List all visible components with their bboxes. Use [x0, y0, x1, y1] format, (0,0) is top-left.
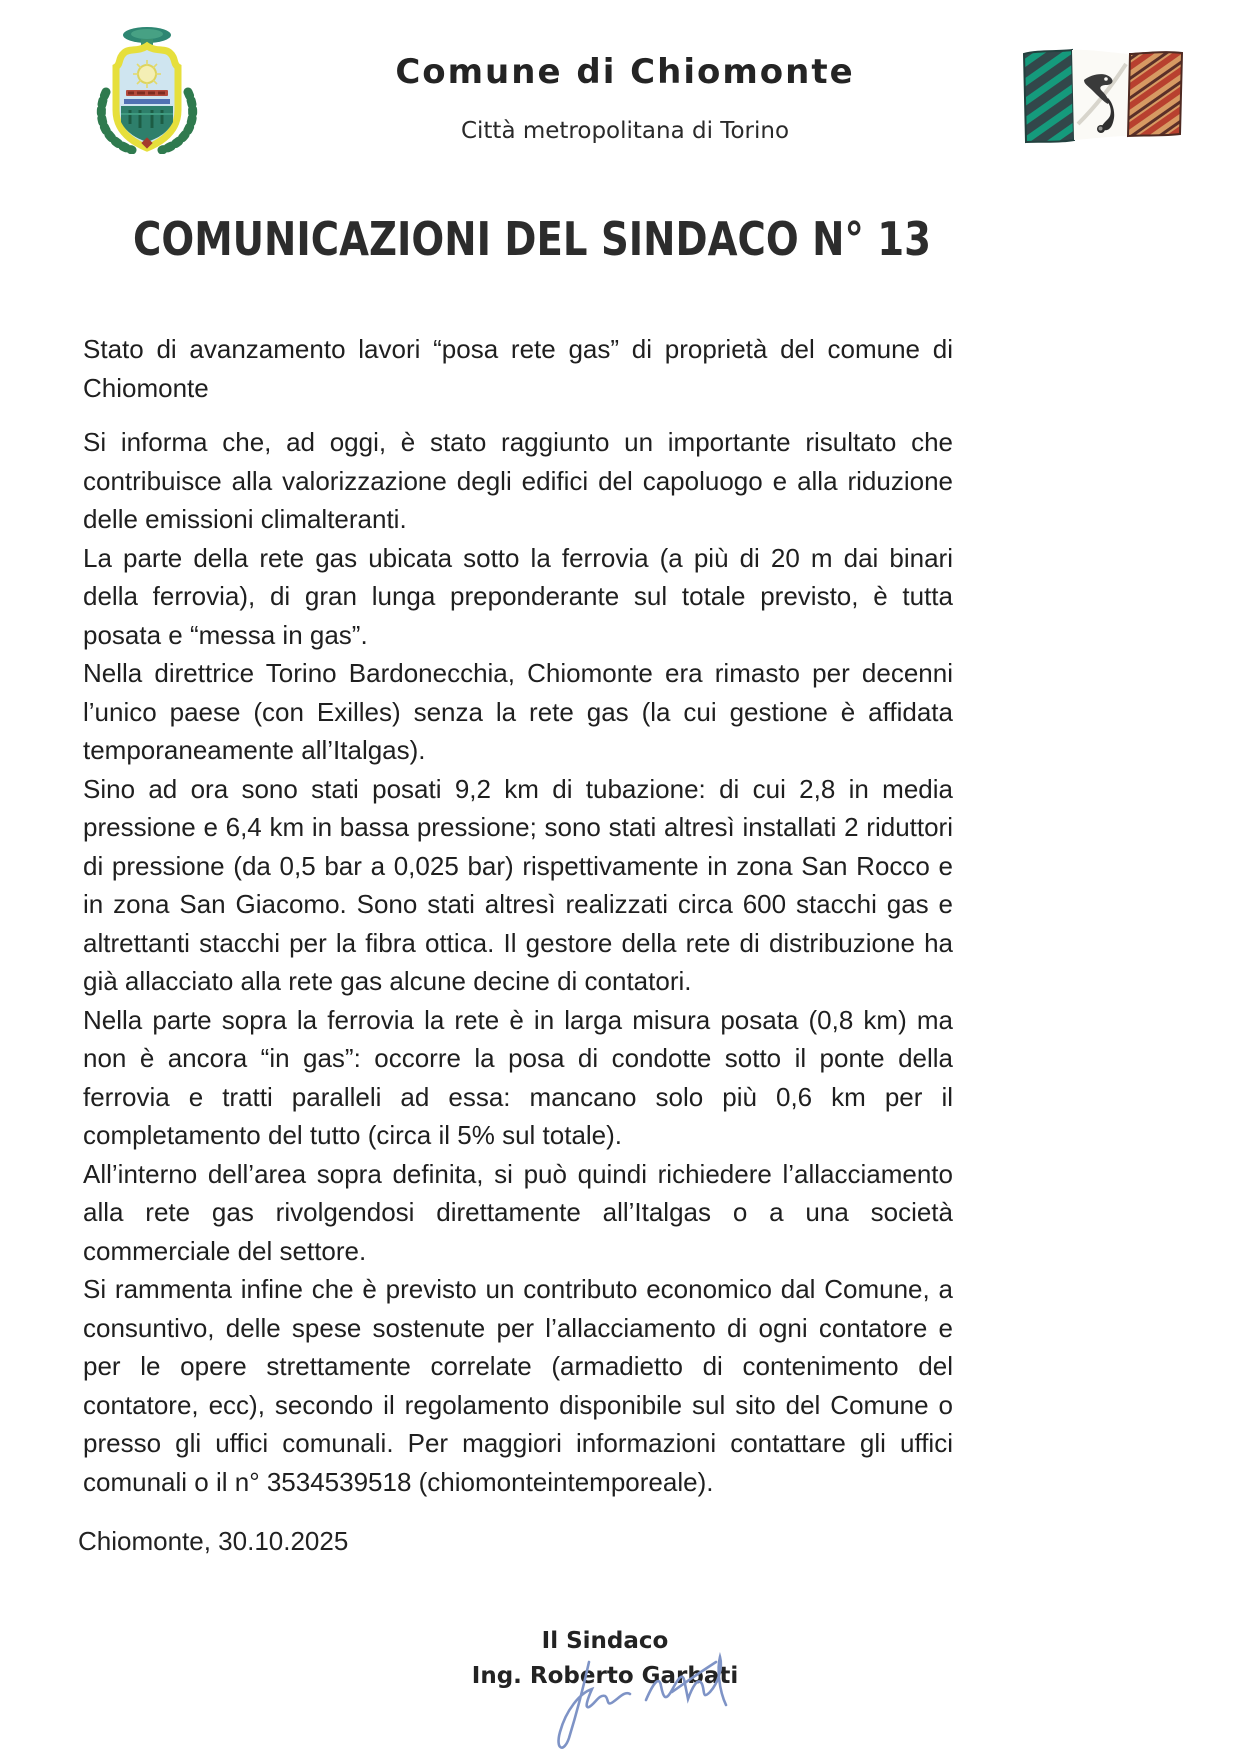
- commune-name: Comune di Chiomonte: [395, 52, 855, 92]
- italian-flag-icon: [1018, 44, 1188, 148]
- signer-role: Il Sindaco: [541, 1628, 669, 1654]
- document-heading: COMUNICAZIONI DEL SINDACO N° 13: [133, 212, 932, 266]
- body-paragraph: Sino ad ora sono stati posati 9,2 km di tubazione: di cui 2,8 in media pressione e 6,4 km in bassa pressione; sono stati altresì installati 2 riduttori di pressione (da 0,5 bar a 0,025 bar) rispettivamente in zona San Rocco e in zona San Giacomo. Sono stati altresì realizzati circa 600 stacchi gas e altrettanti stacchi per la fibra ottica. Il gestore della rete di distribuzione ha già allacciato alla rete gas alcune decine di contatori.: [83, 773, 953, 996]
- signature-block: [405, 1628, 805, 1689]
- body-paragraph: Si rammenta infine che è previsto un contributo economico dal Comune, a consuntivo, delle spese sostenute per l’allacciamento di ogni contatore e per le opere strettamente correlate (armadietto di contenimento del contatore, ecc), secondo il regolamento disponibile sul sito del Comune o presso gli uffici comunali. Per maggiori informazioni contattare gli uffici comunali o il n° 3534539518 (chiomonteintemporeale).: [83, 1274, 953, 1497]
- body-paragraph: All’interno dell’area sopra definita, si può quindi richiedere l’allacciamento alla rete gas rivolgendosi direttamente all’Italgas o a una società commerciale del settore.: [83, 1158, 953, 1266]
- subject-line: Stato di avanzamento lavori “posa rete gas” di proprietà del comune di Chiomonte: [83, 334, 953, 403]
- dateline: Chiomonte, 30.10.2025: [78, 1526, 349, 1556]
- commune-subtitle: Città metropolitana di Torino: [460, 118, 790, 144]
- letter-body: [83, 330, 953, 1501]
- body-paragraph: Si informa che, ad oggi, è stato raggiunto un importante risultato che contribuisce alla valorizzazione degli edifici del capoluogo e alla riduzione delle emissioni climalteranti.: [83, 427, 953, 534]
- body-paragraph: La parte della rete gas ubicata sotto la ferrovia (a più di 20 m dai binari della ferrovia), di gran lunga preponderante sul totale previsto, è tutta posata e “messa in gas”.: [83, 542, 953, 650]
- body-paragraph: Nella parte sopra la ferrovia la rete è in larga misura posata (0,8 km) ma non è ancora “in gas”: occorre la posa di condotte sotto il ponte della ferrovia e tratti paralleli ad essa: mancano solo più 0,6 km per il completamento del tutto (circa il 5% sul totale).: [83, 1004, 953, 1150]
- municipal-coat-of-arms-icon: [90, 26, 204, 154]
- signer-name: Ing. Roberto Garbati: [471, 1663, 739, 1689]
- body-paragraph: Nella direttrice Torino Bardonecchia, Chiomonte era rimasto per decenni l’unico paese (con Exilles) senza la rete gas (la cui gestione è affidata temporaneamente all’Italgas).: [83, 658, 953, 765]
